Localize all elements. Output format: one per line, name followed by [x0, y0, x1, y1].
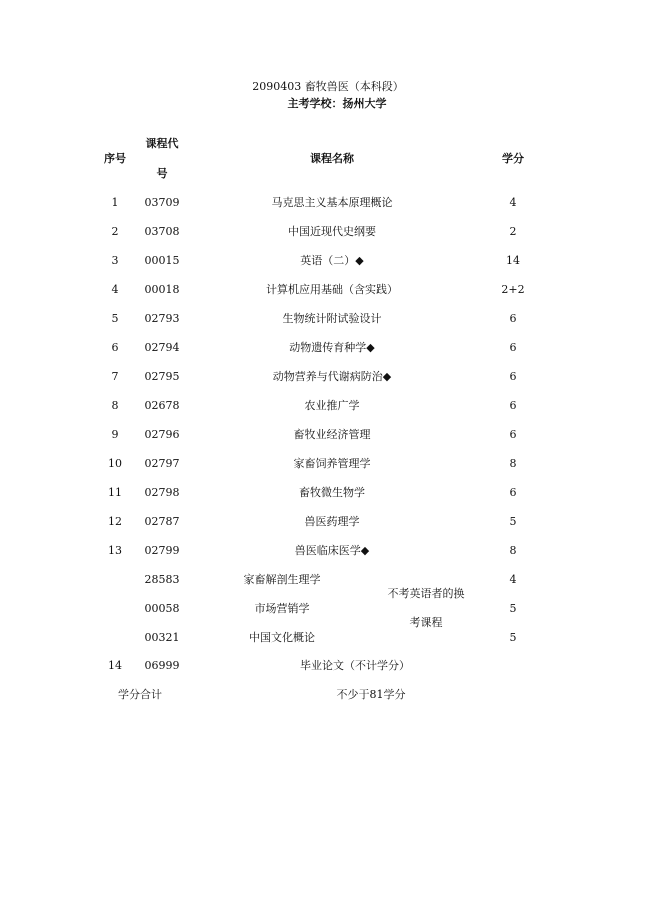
column-header-name: 课程名称 — [310, 152, 354, 165]
row-credits: 6 — [509, 399, 517, 412]
row-code: 03708 — [144, 225, 180, 238]
row-credits: 6 — [509, 341, 517, 354]
alt-course-name: 市场营销学 — [254, 602, 310, 615]
total-value: 不少于81学分 — [336, 688, 406, 701]
row-code: 02678 — [144, 399, 180, 412]
row-course-name: 家畜饲养管理学 — [293, 457, 371, 470]
row-code: 02793 — [144, 312, 180, 325]
row-course-name: 畜牧微生物学 — [299, 486, 365, 499]
alt-course-name: 中国文化概论 — [249, 631, 315, 644]
alt-credits: 5 — [509, 602, 517, 615]
thesis-name: 毕业论文（不计学分） — [300, 659, 410, 672]
row-credits: 14 — [506, 254, 520, 267]
row-code: 03709 — [144, 196, 180, 209]
alternatives-note-line2: 考课程 — [409, 616, 443, 629]
row-credits: 2 — [509, 225, 517, 238]
alt-course-name: 家畜解剖生理学 — [243, 573, 321, 586]
program-title: 2090403 畜牧兽医（本科段） — [252, 80, 404, 93]
thesis-code: 06999 — [144, 659, 180, 672]
row-course-name: 生物统计附试验设计 — [282, 312, 382, 325]
row-no: 4 — [111, 283, 119, 296]
row-credits: 6 — [509, 486, 517, 499]
row-no: 9 — [111, 428, 119, 441]
column-header-no: 序号 — [104, 152, 126, 165]
row-credits: 8 — [509, 544, 517, 557]
alternatives-note-line1: 不考英语者的换 — [387, 587, 465, 600]
row-course-name: 兽医临床医学◆ — [294, 544, 370, 557]
row-code: 02797 — [144, 457, 180, 470]
row-no: 10 — [108, 457, 122, 470]
row-credits: 6 — [509, 312, 517, 325]
row-code: 02796 — [144, 428, 180, 441]
row-credits: 5 — [509, 515, 517, 528]
exam-school: 主考学校：扬州大学 — [287, 97, 387, 110]
row-no: 6 — [111, 341, 119, 354]
row-course-name: 畜牧业经济管理 — [293, 428, 371, 441]
row-code: 02798 — [144, 486, 180, 499]
row-course-name: 英语（二）◆ — [300, 254, 364, 267]
alt-code: 28583 — [144, 573, 180, 586]
column-header-code-line1: 课程代 — [145, 137, 179, 150]
row-no: 11 — [108, 486, 122, 499]
alt-code: 00321 — [144, 631, 180, 644]
alt-credits: 5 — [509, 631, 517, 644]
row-no: 12 — [108, 515, 122, 528]
row-no: 1 — [111, 196, 119, 209]
row-course-name: 中国近现代史纲要 — [288, 225, 376, 238]
column-header-credits: 学分 — [502, 152, 524, 165]
total-label: 学分合计 — [118, 688, 162, 701]
row-course-name: 马克思主义基本原理概论 — [271, 196, 393, 209]
row-course-name: 动物营养与代谢病防治◆ — [272, 370, 392, 383]
row-no: 7 — [111, 370, 119, 383]
row-no: 8 — [111, 399, 119, 412]
column-header-code-line2: 号 — [156, 167, 168, 180]
row-code: 02787 — [144, 515, 180, 528]
row-course-name: 兽医药理学 — [304, 515, 360, 528]
row-no: 5 — [111, 312, 119, 325]
row-code: 00015 — [144, 254, 180, 267]
row-no: 2 — [111, 225, 119, 238]
row-credits: 6 — [509, 428, 517, 441]
row-code: 02795 — [144, 370, 180, 383]
row-credits: 2+2 — [501, 283, 525, 296]
row-course-name: 计算机应用基础（含实践） — [266, 283, 398, 296]
row-code: 02799 — [144, 544, 180, 557]
alt-code: 00058 — [144, 602, 180, 615]
row-code: 02794 — [144, 341, 180, 354]
row-credits: 6 — [509, 370, 517, 383]
row-course-name: 动物遗传育种学◆ — [289, 341, 375, 354]
row-credits: 8 — [509, 457, 517, 470]
row-code: 00018 — [144, 283, 180, 296]
row-course-name: 农业推广学 — [304, 399, 360, 412]
row-no: 13 — [108, 544, 122, 557]
alt-credits: 4 — [509, 573, 517, 586]
thesis-no: 14 — [108, 659, 122, 672]
row-no: 3 — [111, 254, 119, 267]
row-credits: 4 — [509, 196, 517, 209]
